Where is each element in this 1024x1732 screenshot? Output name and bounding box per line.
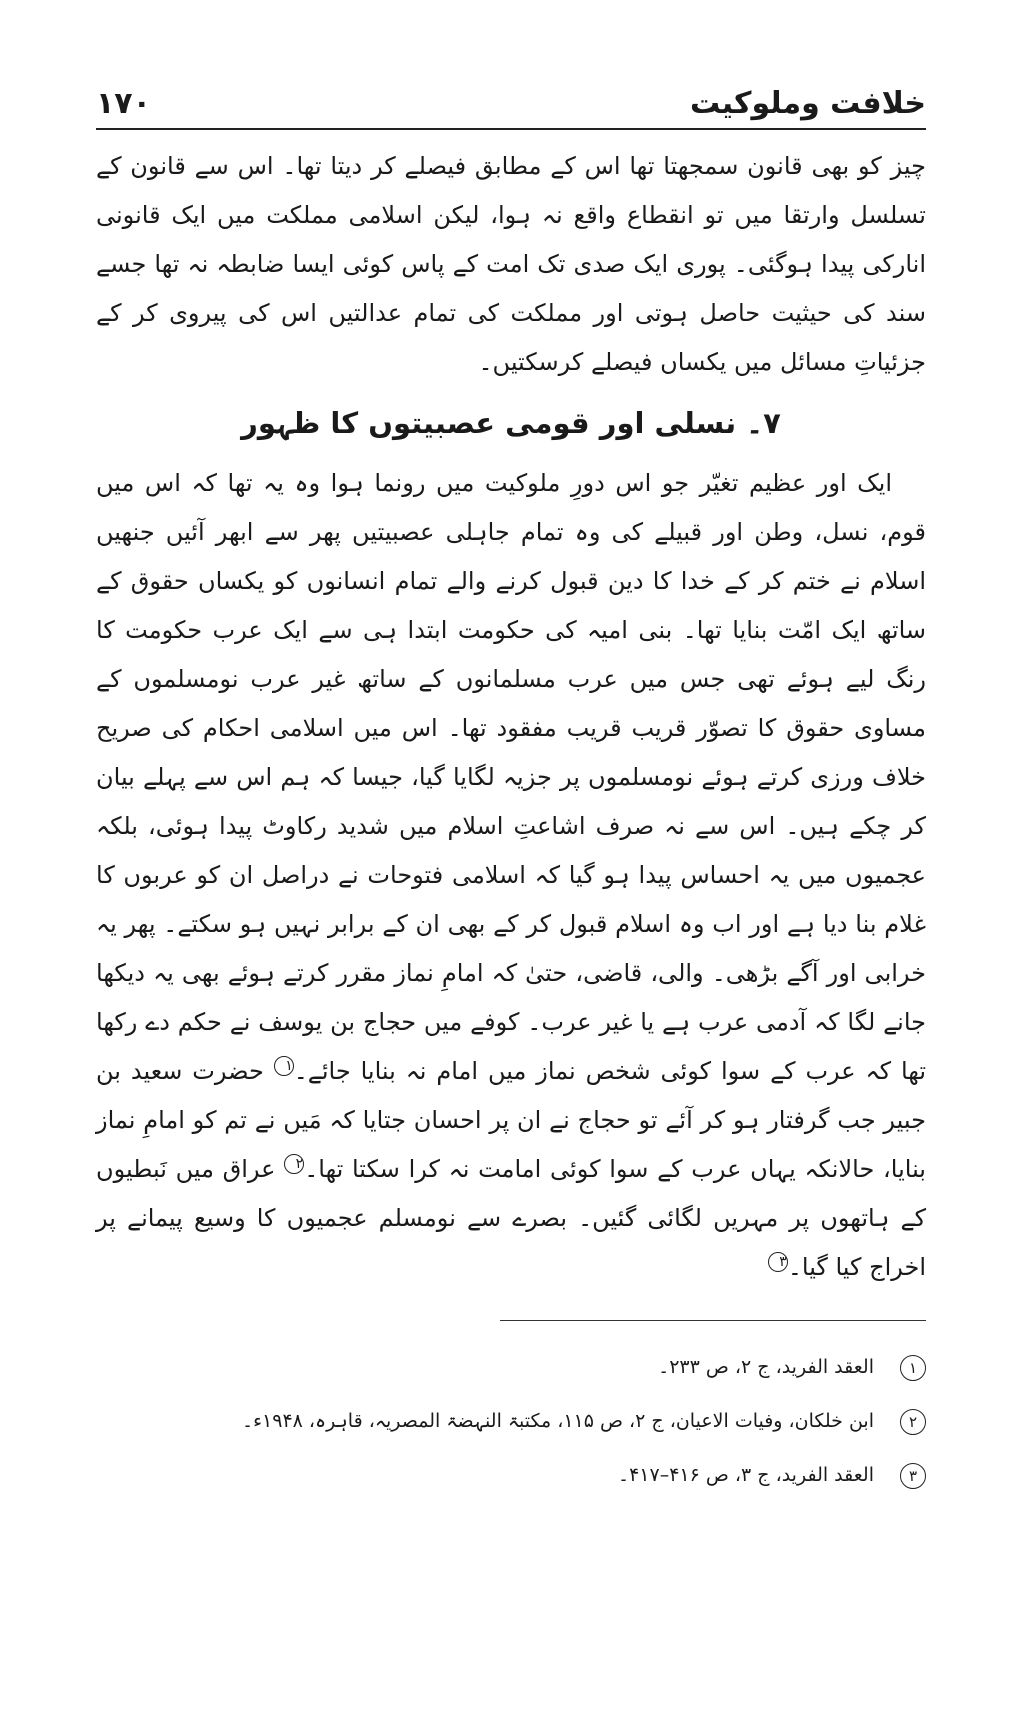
header-divider <box>96 128 926 130</box>
footnote-ref-2: ۲ <box>284 1154 304 1174</box>
book-title: خلافت وملوکیت <box>690 86 926 121</box>
footnote-ref-3: ۳ <box>768 1252 788 1272</box>
paragraph-section-part-b: حضرت سعید بن جبیر جب گرفتار ہو کر آئے تو حجاج نے ان پر احسان جتایا کہ مَیں نے تم کو امامِ نماز بنایا، حالانکہ یہاں عرب کے سوا کوئی امامت نہ کرا سکتا تھا۔ <box>96 1057 926 1183</box>
footnote-number: ۱ <box>900 1355 926 1381</box>
footnote-item <box>300 1340 926 1394</box>
footnote-text: العقد الفرید، ج ۲، ص ۲۳۳۔ <box>658 1356 874 1378</box>
footnote-item <box>300 1448 926 1502</box>
footnote-text: ابن خلکان، وفیات الاعیان، ج ۲، ص ۱۱۵، مکتبۃ النہضۃ المصریہ، قاہرہ، ۱۹۴۸ء۔ <box>241 1410 874 1432</box>
paragraph-section-part-a: ایک اور عظیم تغیّر جو اس دورِ ملوکیت میں رونما ہوا وہ یہ تھا کہ اس میں قوم، نسل، وطن اور قبیلے کی وہ تمام جاہلی عصبیتیں پھر سے ابھر آئیں جنھیں اسلام نے ختم کر کے خدا کا دین قبول کرنے والے تمام انسانوں کو یکساں حقوق کے ساتھ ایک امّت بنایا تھا۔ بنی امیہ کی حکومت ابتدا ہی سے ایک عرب حکومت کا رنگ لیے ہوئے تھی جس میں عرب مسلمانوں کے ساتھ غیر عرب نومسلموں کے مساوی حقوق کا تصوّر قریب قریب مفقود تھا۔ اس میں اسلامی احکام کی صریح خلاف ورزی کرتے ہوئے نومسلموں پر جزیہ لگایا گیا، جیسا کہ ہم اس سے پہلے بیان کر چکے ہیں۔ اس سے نہ صرف اشاعتِ اسلام میں شدید رکاوٹ پیدا ہوئی، بلکہ عجمیوں میں یہ احساس پیدا ہو گیا کہ اسلامی فتوحات نے دراصل ان کو عربوں کا غلام بنا دیا ہے اور اب وہ اسلام قبول کر کے بھی ان کے برابر نہیں ہو سکتے۔ پھر یہ خرابی اور آگے بڑھی۔ والی، قاضی، حتیٰ کہ امامِ نماز مقرر کرتے ہوئے بھی یہ دیکھا جانے لگا کہ آدمی عرب ہے یا غیر عرب۔ کوفے میں حجاج بن یوسف نے حکم دے رکھا تھا کہ عرب کے سوا کوئی شخص نماز میں امام نہ بنایا جائے۔ <box>96 469 926 1085</box>
paragraph-section <box>96 459 926 1292</box>
section-heading: ۷۔ نسلی اور قومی عصبیتوں کا ظہور <box>241 406 781 440</box>
page-header <box>96 80 926 128</box>
footnote-divider <box>500 1320 926 1321</box>
footnote-ref-1: ۱ <box>274 1056 294 1076</box>
footnotes <box>241 1340 926 1502</box>
paragraph-section-part-c: عراق میں نَبطیوں کے ہاتھوں پر مہریں لگائی گئیں۔ بصرے سے نومسلم عجمیوں کا وسیع پیمانے پر اخراج کیا گیا۔ <box>96 1155 926 1281</box>
footnote-text: العقد الفرید، ج ۳، ص ۴۱۶–۴۱۷۔ <box>617 1464 874 1486</box>
footnote-number: ۳ <box>900 1463 926 1489</box>
body-text <box>96 142 926 1292</box>
paragraph-intro: چیز کو بھی قانون سمجھتا تھا اس کے مطابق فیصلے کر دیتا تھا۔ اس سے قانون کے تسلسل وارتقا میں تو انقطاع واقع نہ ہوا، لیکن اسلامی مملکت میں ایک قانونی انارکی پیدا ہوگئی۔ پوری ایک صدی تک امت کے پاس کوئی ایسا ضابطہ نہ تھا جسے سند کی حیثیت حاصل ہوتی اور مملکت کی تمام عدالتیں اس کی پیروی کر کے جزئیاتِ مسائل میں یکساں فیصلے کرسکتیں۔ <box>96 152 926 376</box>
footnote-number: ۲ <box>900 1409 926 1435</box>
footnote-item <box>241 1394 926 1448</box>
page-number: ۱۷۰ <box>96 86 151 121</box>
